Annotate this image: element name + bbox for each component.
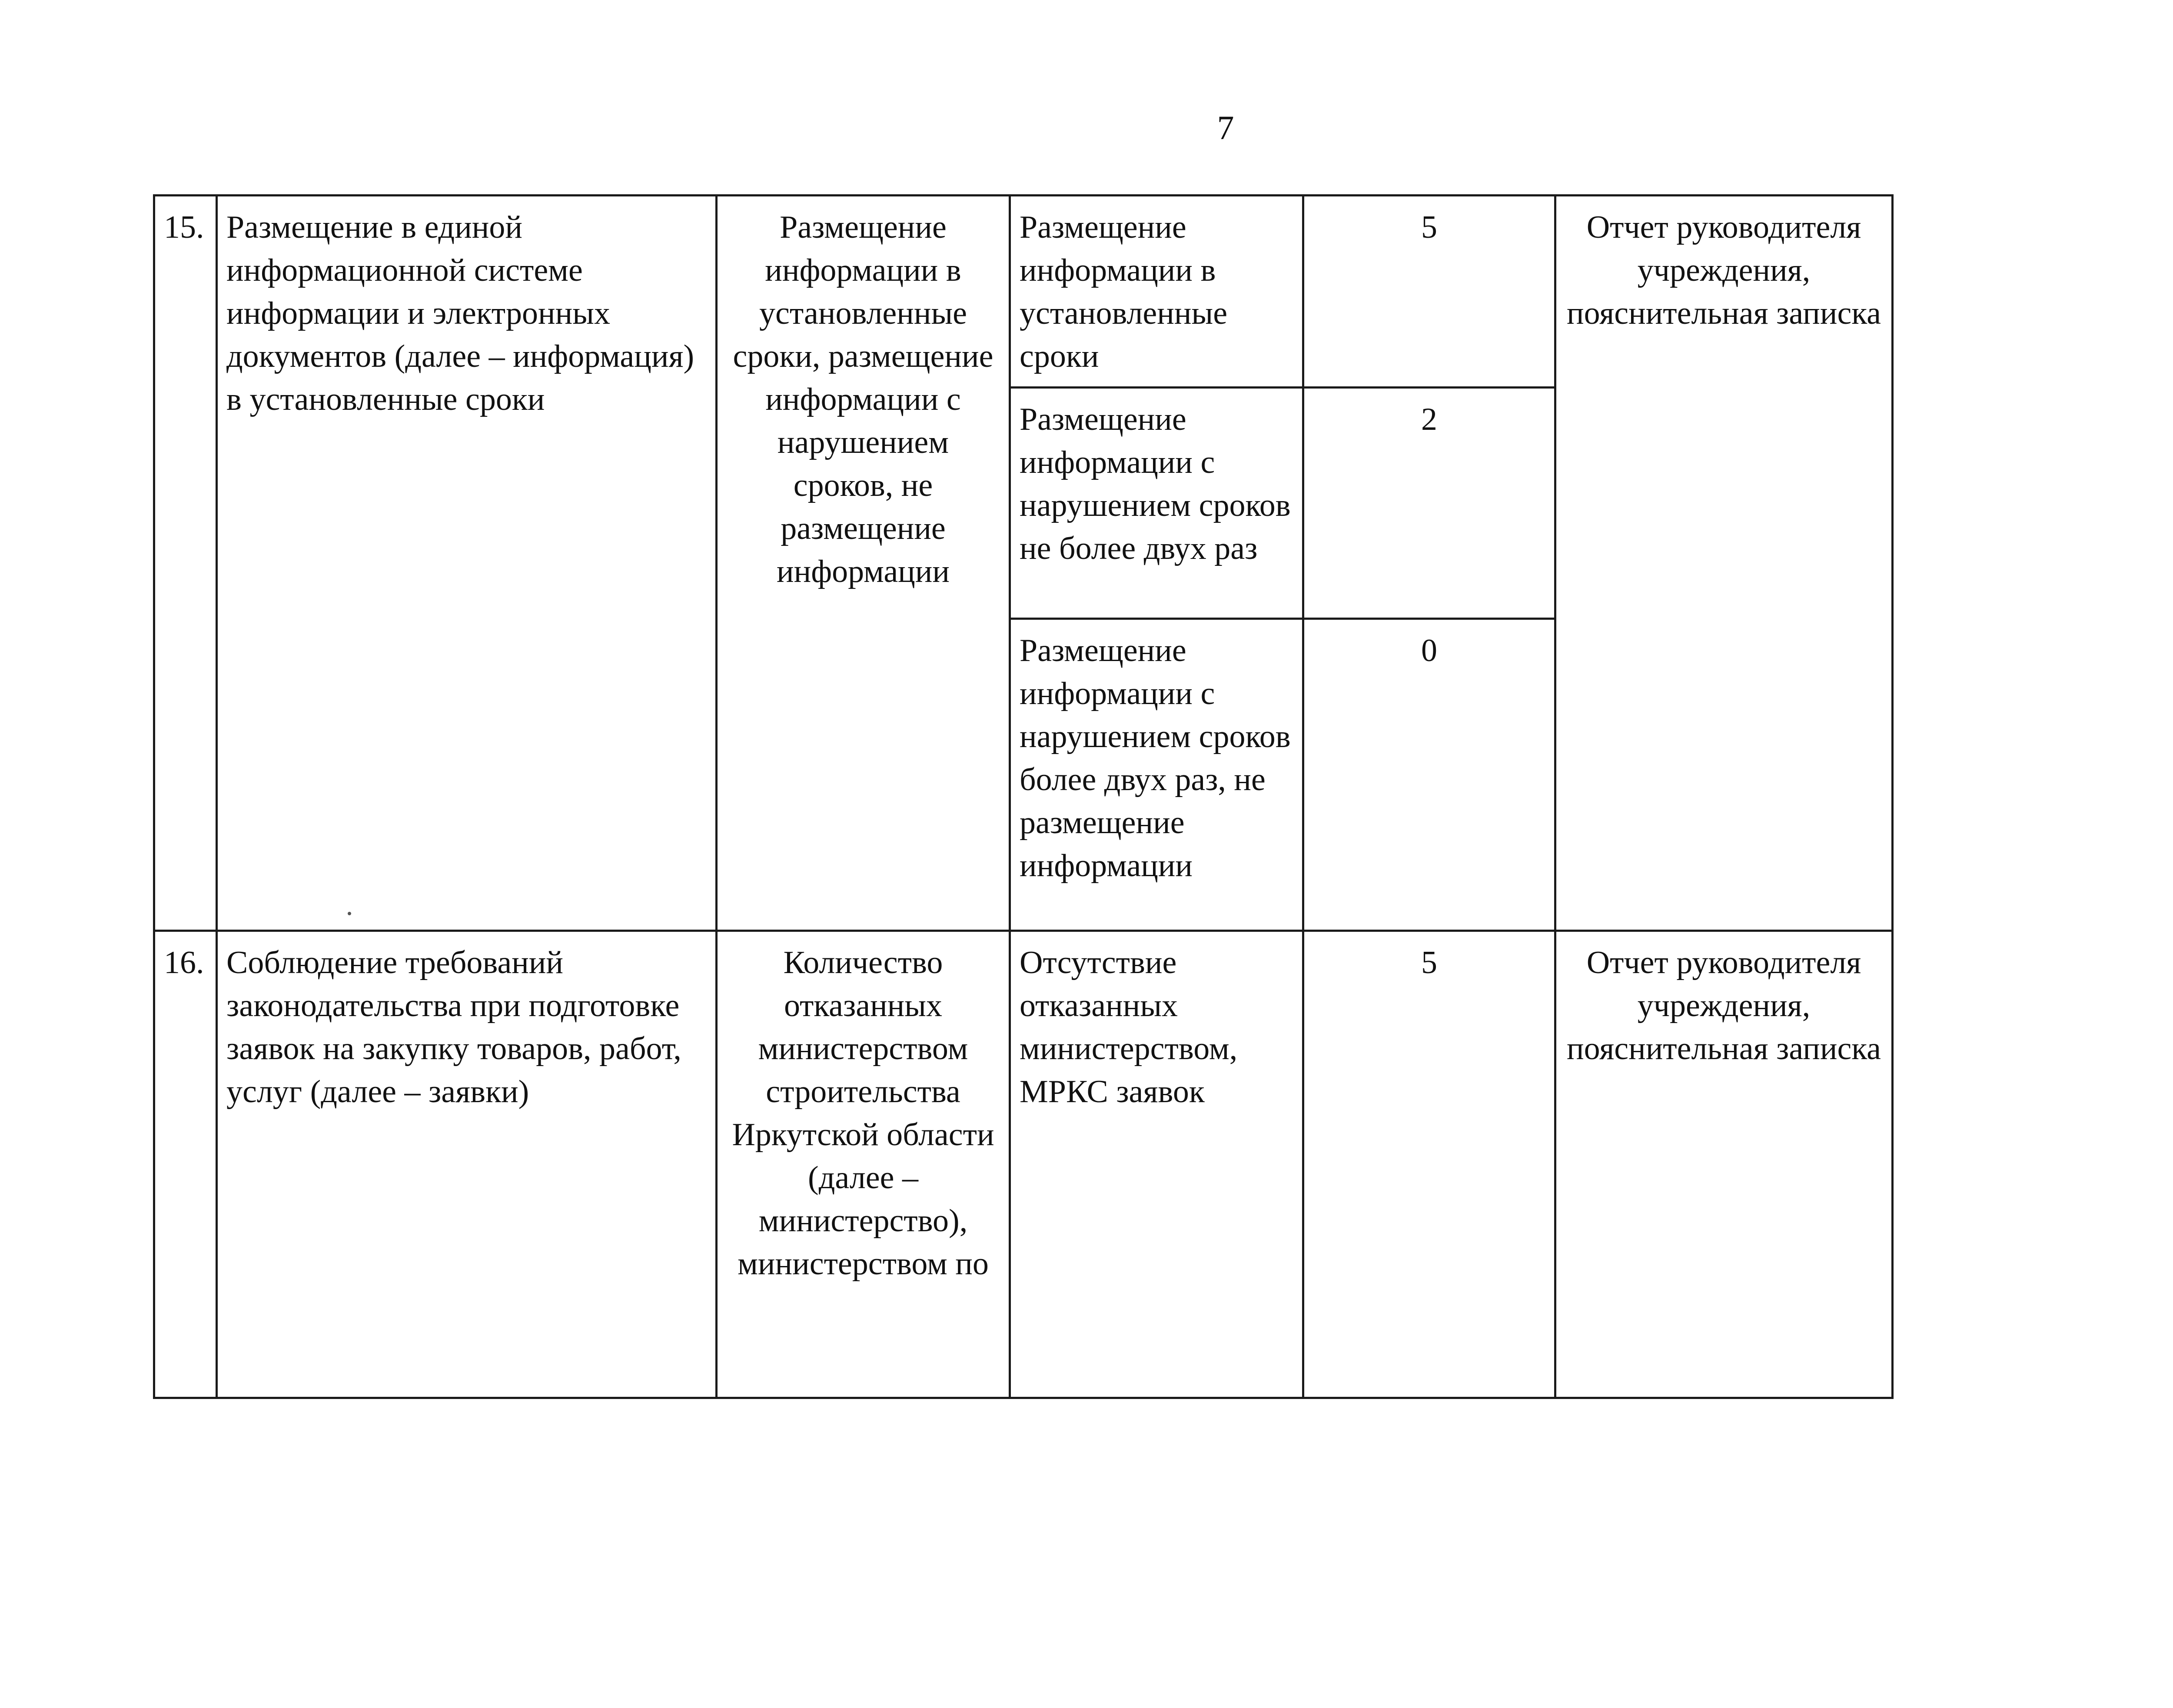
row-15-level-3-condition: Размещение информации с нарушением сроков более двух раз, не размещение информации: [1010, 619, 1303, 931]
table-row-15-level-1: [154, 196, 1893, 388]
row-16-indicator: Соблюдение требований законодательства при подготовке заявок на закупку товаров, работ, услуг (далее – заявки): [217, 931, 717, 1398]
row-15-level-2-score: 2: [1303, 388, 1555, 619]
row-15-level-3-score: 0: [1303, 619, 1555, 931]
row-15-number: 15.: [154, 196, 217, 931]
row-15-level-2-condition: Размещение информации с нарушением сроков не более двух раз: [1010, 388, 1303, 619]
row-16-number: 16.: [154, 931, 217, 1398]
row-16-source: Отчет руководителя учреждения, пояснительная записка: [1555, 931, 1893, 1398]
row-15-level-1-condition: Размещение информации в установленные сроки: [1010, 196, 1303, 388]
evaluation-criteria-table: [153, 194, 1894, 1399]
row-16-level-1-condition: Отсутствие отказанных министерством, МРКС заявок: [1010, 931, 1303, 1398]
row-16-level-1-score: 5: [1303, 931, 1555, 1398]
row-15-indicator: Размещение в единой информационной системе информации и электронных документов (далее – информация) в установленные сроки: [217, 196, 717, 931]
scan-speck: [348, 912, 351, 915]
row-16-criterion: Количество отказанных министерством строительства Иркутской области (далее – министерство), министерством по: [717, 931, 1010, 1398]
table-row-16: [154, 931, 1893, 1398]
row-15-source: Отчет руководителя учреждения, пояснительная записка: [1555, 196, 1893, 931]
page-number: 7: [1217, 109, 1234, 146]
row-15-level-1-score: 5: [1303, 196, 1555, 388]
row-15-criterion: Размещение информации в установленные сроки, размещение информации с нарушением сроков, не размещение информации: [717, 196, 1010, 931]
